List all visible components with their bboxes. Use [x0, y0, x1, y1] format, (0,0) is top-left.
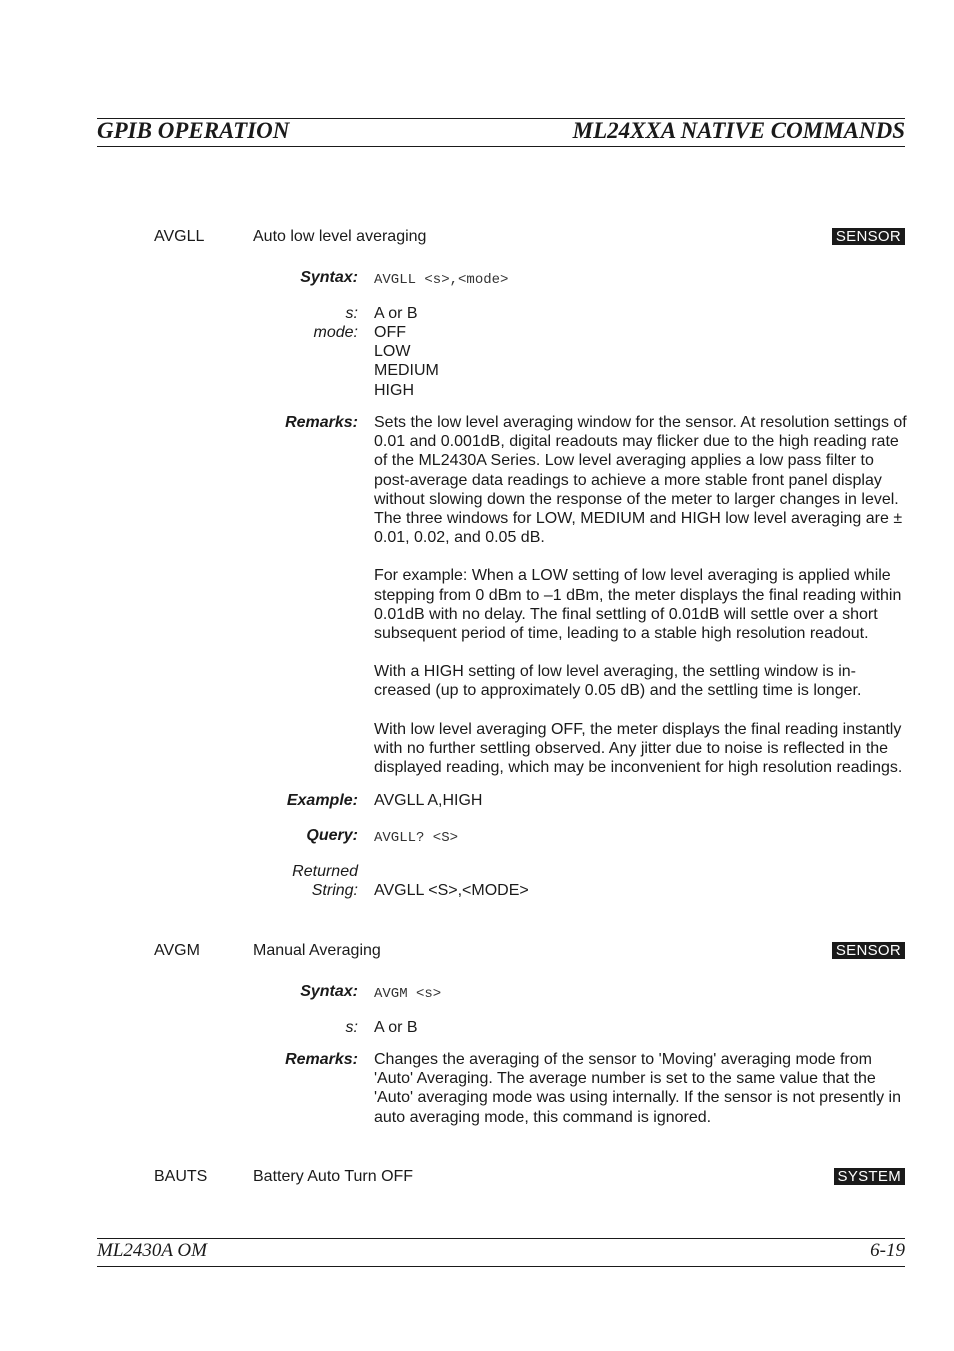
syntax-label: Syntax: [300, 269, 358, 286]
remarks-paragraph: Changes the averaging of the sensor to 'Moving' averaging mode from 'Auto' Averaging. The average number is set to the same value that the 'Auto' averaging mode was using internally. If the sensor is not presently in auto averaging mode, this command is ignored. [374, 1051, 901, 1126]
query-label: Query: [306, 827, 358, 844]
param-value [374, 1018, 910, 1037]
param-value [374, 323, 910, 400]
category-badge: SENSOR [832, 942, 905, 959]
param-line: HIGH [374, 381, 414, 399]
header-left-title: GPIB OPERATION [97, 118, 290, 143]
remarks-text [374, 1050, 910, 1127]
remarks-paragraph: With low level averaging OFF, the meter displays the final reading instantly with no further settling observed. Any jitter due to noise is reflected in the displayed reading, which may be inconvenient for high resolution readings. [374, 720, 903, 777]
param-line: A or B [374, 1019, 418, 1036]
footer-manual-title: ML2430A OM [97, 1240, 207, 1261]
param-label: s: [345, 305, 358, 322]
example-value: AVGLL A,HIGH [374, 792, 483, 809]
returned-label-line1: Returned [292, 863, 358, 880]
remarks-text [374, 413, 910, 777]
remarks-paragraph: For example: When a LOW setting of low level averaging is applied while stepping from 0 dBm to –1 dBm, the meter displays the final reading within 0.01dB with no delay. The final settling of 0.01dB will settle over a short subsequent period of time, leading to a stable high resolution readout. [374, 567, 902, 643]
param-label: mode: [313, 324, 358, 341]
footer-top-rule [97, 1238, 905, 1239]
syntax-value: AVGLL <s>,<mode> [374, 272, 509, 288]
header-bottom-rule [97, 146, 905, 147]
param-line: OFF [374, 324, 406, 341]
command-name: BAUTS [154, 1168, 208, 1185]
command-title: Battery Auto Turn OFF [253, 1168, 414, 1185]
remarks-paragraph: Sets the low level averaging window for the sensor. At resolution settings of 0.01 and 0.001dB, digital readouts may flicker due to the high reading rate of the ML2430A Series. Low level averaging applies a low pass filter to post-average data readings to achieve a more stable front panel display without slowing down the response of the meter to larger changes in level. The three windows for LOW, MEDIUM and HIGH low level averaging are ± 0.01, 0.02, and 0.05 dB. [374, 414, 907, 547]
param-value [374, 304, 910, 323]
remarks-label: Remarks: [285, 1051, 358, 1068]
command-title: Manual Averaging [253, 942, 381, 959]
param-label: s: [345, 1019, 358, 1036]
param-line: LOW [374, 343, 411, 361]
remarks-paragraph: With a HIGH setting of low level averaging, the settling window is in-creased (up to approximately 0.05 dB) and the settling time is longer. [374, 663, 862, 700]
query-value: AVGLL? <S> [374, 830, 459, 846]
command-name: AVGM [154, 942, 200, 959]
param-line: MEDIUM [374, 362, 439, 380]
header-right-title: ML24XXA NATIVE COMMANDS [572, 118, 905, 143]
syntax-value: AVGM <s> [374, 986, 442, 1002]
remarks-label: Remarks: [285, 414, 358, 431]
category-badge: SENSOR [832, 228, 905, 245]
param-line: A or B [374, 305, 418, 322]
footer-page-number: 6-19 [870, 1240, 905, 1261]
returned-label-line2: String: [311, 882, 358, 899]
footer-bottom-rule [97, 1266, 905, 1267]
command-title: Auto low level averaging [253, 228, 427, 245]
returned-value: AVGLL <S>,<MODE> [374, 882, 529, 899]
category-badge: SYSTEM [834, 1168, 905, 1185]
command-name: AVGLL [154, 228, 205, 245]
syntax-label: Syntax: [300, 983, 358, 1000]
example-label: Example: [286, 792, 358, 809]
